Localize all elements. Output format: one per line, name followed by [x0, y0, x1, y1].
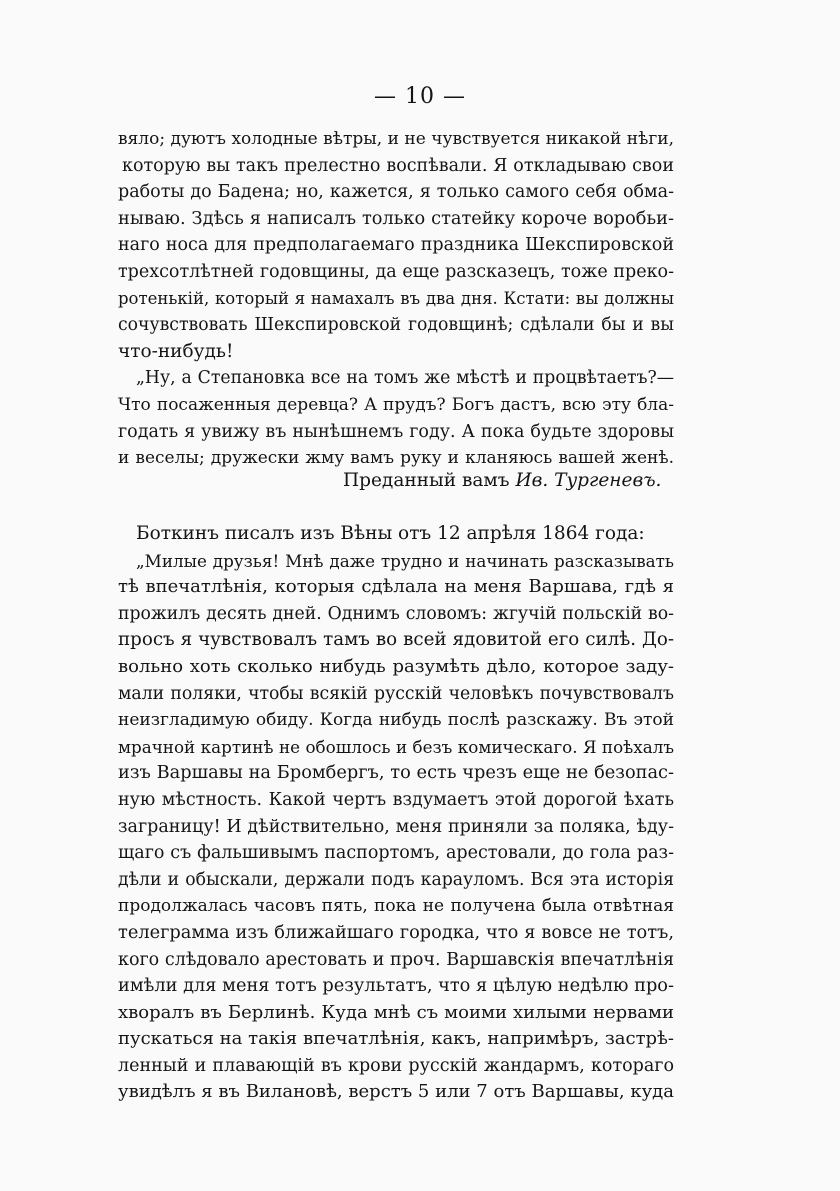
text-line: Боткинъ писалъ изъ Вѣны отъ 12 апрѣля 1864 года: — [136, 523, 645, 544]
text-line: работы до Бадена; но, кажется, я только самого себя обма- — [118, 182, 674, 203]
text-line: вольно хоть сколько нибудь разумѣть дѣло, которое заду- — [118, 655, 674, 677]
text-line: трехсотлѣтней годовщины, да еще разсказецъ, тоже прекo- — [118, 261, 674, 282]
text-line: просъ я чувствовалъ тамъ во всей ядовитой его силѣ. До- — [118, 629, 674, 651]
letter-botkin-text — [118, 521, 674, 1106]
text-line: кого слѣдовало арестовать и проч. Варшавскія впечатлѣнія — [118, 949, 674, 970]
letter-turgenev-text — [118, 126, 674, 472]
text-line: вяло; дуютъ холодные вѣтры, и не чувствуется никакой нѣги, — [118, 129, 674, 149]
text-line: годать я увижу въ нынѣшнемъ году. А пока будьте здоровы — [118, 421, 674, 442]
text-line: ную мѣстность. Какой чертъ вздумаетъ этой дорогой ѣхать — [118, 789, 674, 810]
text-line: продолжалась часовъ пять, пока не получена была отвѣтная — [118, 896, 674, 917]
text-line: хворалъ въ Берлинѣ. Куда мнѣ съ моими хилыми нервами — [118, 1001, 674, 1023]
text-line: мрачной картинѣ не обошлось и безъ комическаго. Я поѣхалъ — [118, 736, 674, 757]
signature-name: Ив. Тургеневъ. — [515, 470, 662, 491]
text-line: „Ну, а Степановка все на томъ же мѣстѣ и процвѣтаетъ?— — [136, 368, 674, 389]
signature-prefix: Преданный вамъ — [343, 470, 510, 491]
text-line: Что посаженныя деревца? А прудъ? Богъ дастъ, всю эту бла- — [118, 394, 674, 415]
text-line: заграницу! И дѣйствительно, меня приняли за поляка, ѣду- — [118, 816, 674, 837]
text-line: тѣ впечатлѣнія, которыя сдѣлала на меня Варшава, гдѣ я — [118, 576, 674, 598]
text-line: дѣли и обыскали, держали подъ карауломъ. Вся эта исторія — [118, 869, 674, 890]
text-line: изъ Варшавы на Бромбергъ, то есть чрезъ еще не безопас- — [118, 763, 674, 784]
text-line: увидѣлъ я въ Вилановѣ, верстъ 5 или 7 отъ Варшавы, куда — [118, 1081, 674, 1103]
text-line: прожилъ десять дней. Однимъ словомъ: жгучій польскій во- — [118, 603, 674, 624]
text-line: нываю. Здѣсь я написалъ только статейку короче воробьи- — [118, 208, 674, 229]
text-line: сочувствовать Шекспировской годовщинѣ; сдѣлали бы и вы — [118, 315, 674, 336]
letter-signature — [343, 468, 661, 494]
page-number: — 10 — — [374, 84, 466, 109]
text-line: мали поляки, чтобы всякій русскій человѣкъ почувствовалъ — [118, 683, 674, 704]
text-line: наго носа для предполагаемаго праздника Шекспировской — [118, 235, 674, 256]
text-line: и веселы; дружески жму вамъ руку и кланяюсь вашей женѣ. — [118, 448, 674, 469]
text-line: ротенькій, который я намахалъ въ два дня. Кстати: вы должны — [118, 288, 674, 308]
text-line: которую вы такъ прелестно воспѣвали. Я откладываю свои — [122, 155, 674, 176]
text-line: что-нибудь! — [118, 340, 234, 362]
text-line: имѣли для меня тотъ результатъ, что я цѣлую недѣлю про- — [118, 976, 674, 997]
text-line: пускаться на такія впечатлѣнія, какъ, напримѣръ, застрѣ- — [118, 1028, 674, 1050]
text-line: „Милые друзья! Мнѣ даже трудно и начинать разсказывать — [136, 550, 674, 571]
text-line: телеграмма изъ ближайшаго городка, что я вовсе не тотъ, — [118, 922, 674, 943]
text-line: ленный и плавающій въ крови русскій жандармъ, котораго — [118, 1055, 674, 1076]
text-line: щаго съ фальшивымъ паспортомъ, арестовали, до гола раз- — [118, 843, 674, 864]
text-line: неизгладимую обиду. Когда нибудь послѣ разскажу. Въ этой — [118, 710, 674, 731]
